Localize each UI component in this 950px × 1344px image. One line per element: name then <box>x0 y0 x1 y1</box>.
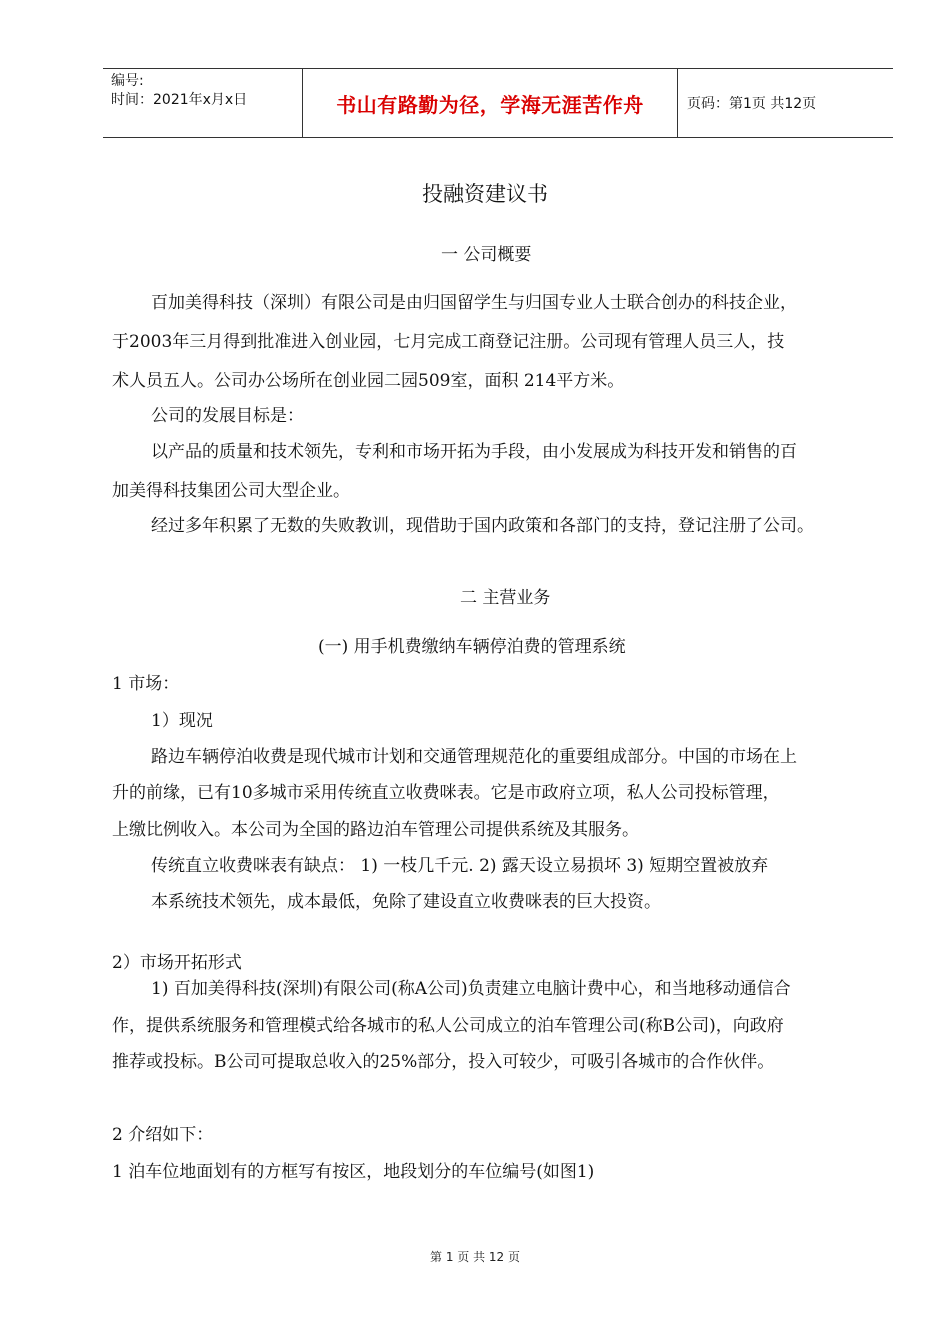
header-motto: 书山有路勤为径，学海无涯苦作舟 <box>303 69 678 137</box>
paragraph-line: 公司的发展目标是： <box>151 406 304 426</box>
market-heading: 1 市场： <box>112 674 180 694</box>
paragraph-line: 本系统技术领先，成本最低，免除了建设直立收费咪表的巨大投资。 <box>151 892 661 912</box>
page-header <box>103 68 893 138</box>
section2-heading: 二 主营业务 <box>460 588 551 608</box>
paragraph-line: 加美得科技集团公司大型企业。 <box>112 481 350 501</box>
paragraph-line: 路边车辆停泊收费是现代城市计划和交通管理规范化的重要组成部分。中国的市场在上 <box>151 747 797 767</box>
paragraph-line: 经过多年积累了无数的失败教训，现借助于国内政策和各部门的支持，登记注册了公司。 <box>151 516 814 536</box>
section1-heading: 一 公司概要 <box>441 245 532 265</box>
paragraph-line: 升的前缘，已有10多城市采用传统直立收费咪表。它是市政府立项，私人公司投标管理， <box>112 783 780 803</box>
header-meta-cell <box>103 69 303 137</box>
document-title: 投融资建议书 <box>422 182 548 206</box>
status-heading: 1）现况 <box>151 711 213 731</box>
paragraph-line: 以产品的质量和技术领先，专利和市场开拓为手段，由小发展成为科技开发和销售的百 <box>151 442 797 462</box>
page-footer: 第 1 页 共 12 页 <box>430 1250 520 1264</box>
number-label: 编号: <box>111 73 144 89</box>
paragraph-line: 于2003年三月得到批准进入创业园，七月完成工商登记注册。公司现有管理人员三人，技 <box>112 332 785 352</box>
header-page-label: 页码：第1页 共12页 <box>687 96 817 112</box>
paragraph-line: 百加美得科技（深圳）有限公司是由归国留学生与归国专业人士联合创办的科技企业， <box>151 293 797 313</box>
paragraph-line: 1) 百加美得科技(深圳)有限公司(称A公司)负责建立电脑计费中心，和当地移动通信合 <box>151 979 791 999</box>
paragraph-line: 推荐或投标。B公司可提取总收入的25%部分，投入可较少，可吸引各城市的合作伙伴。 <box>112 1052 775 1072</box>
paragraph-line: 传统直立收费咪表有缺点： 1) 一枝几千元. 2) 露天设立易损坏 3) 短期空置被放弃 <box>151 856 769 876</box>
time-label: 时间：2021年x月x日 <box>111 92 248 108</box>
paragraph-line: 1 泊车位地面划有的方框写有按区，地段划分的车位编号(如图1) <box>112 1162 595 1182</box>
paragraph-line: 术人员五人。公司办公场所在创业园二园509室，面积 214平方米。 <box>112 371 625 391</box>
paragraph-line: 作，提供系统服务和管理模式给各城市的私人公司成立的泊车管理公司(称B公司)，向政府 <box>112 1016 784 1036</box>
intro-heading: 2 介绍如下： <box>112 1125 214 1145</box>
market-dev-heading: 2）市场开拓形式 <box>112 953 242 973</box>
paragraph-line: 上缴比例收入。本公司为全国的路边泊车管理公司提供系统及其服务。 <box>112 820 639 840</box>
subsection-heading: (一) 用手机费缴纳车辆停泊费的管理系统 <box>318 637 626 657</box>
